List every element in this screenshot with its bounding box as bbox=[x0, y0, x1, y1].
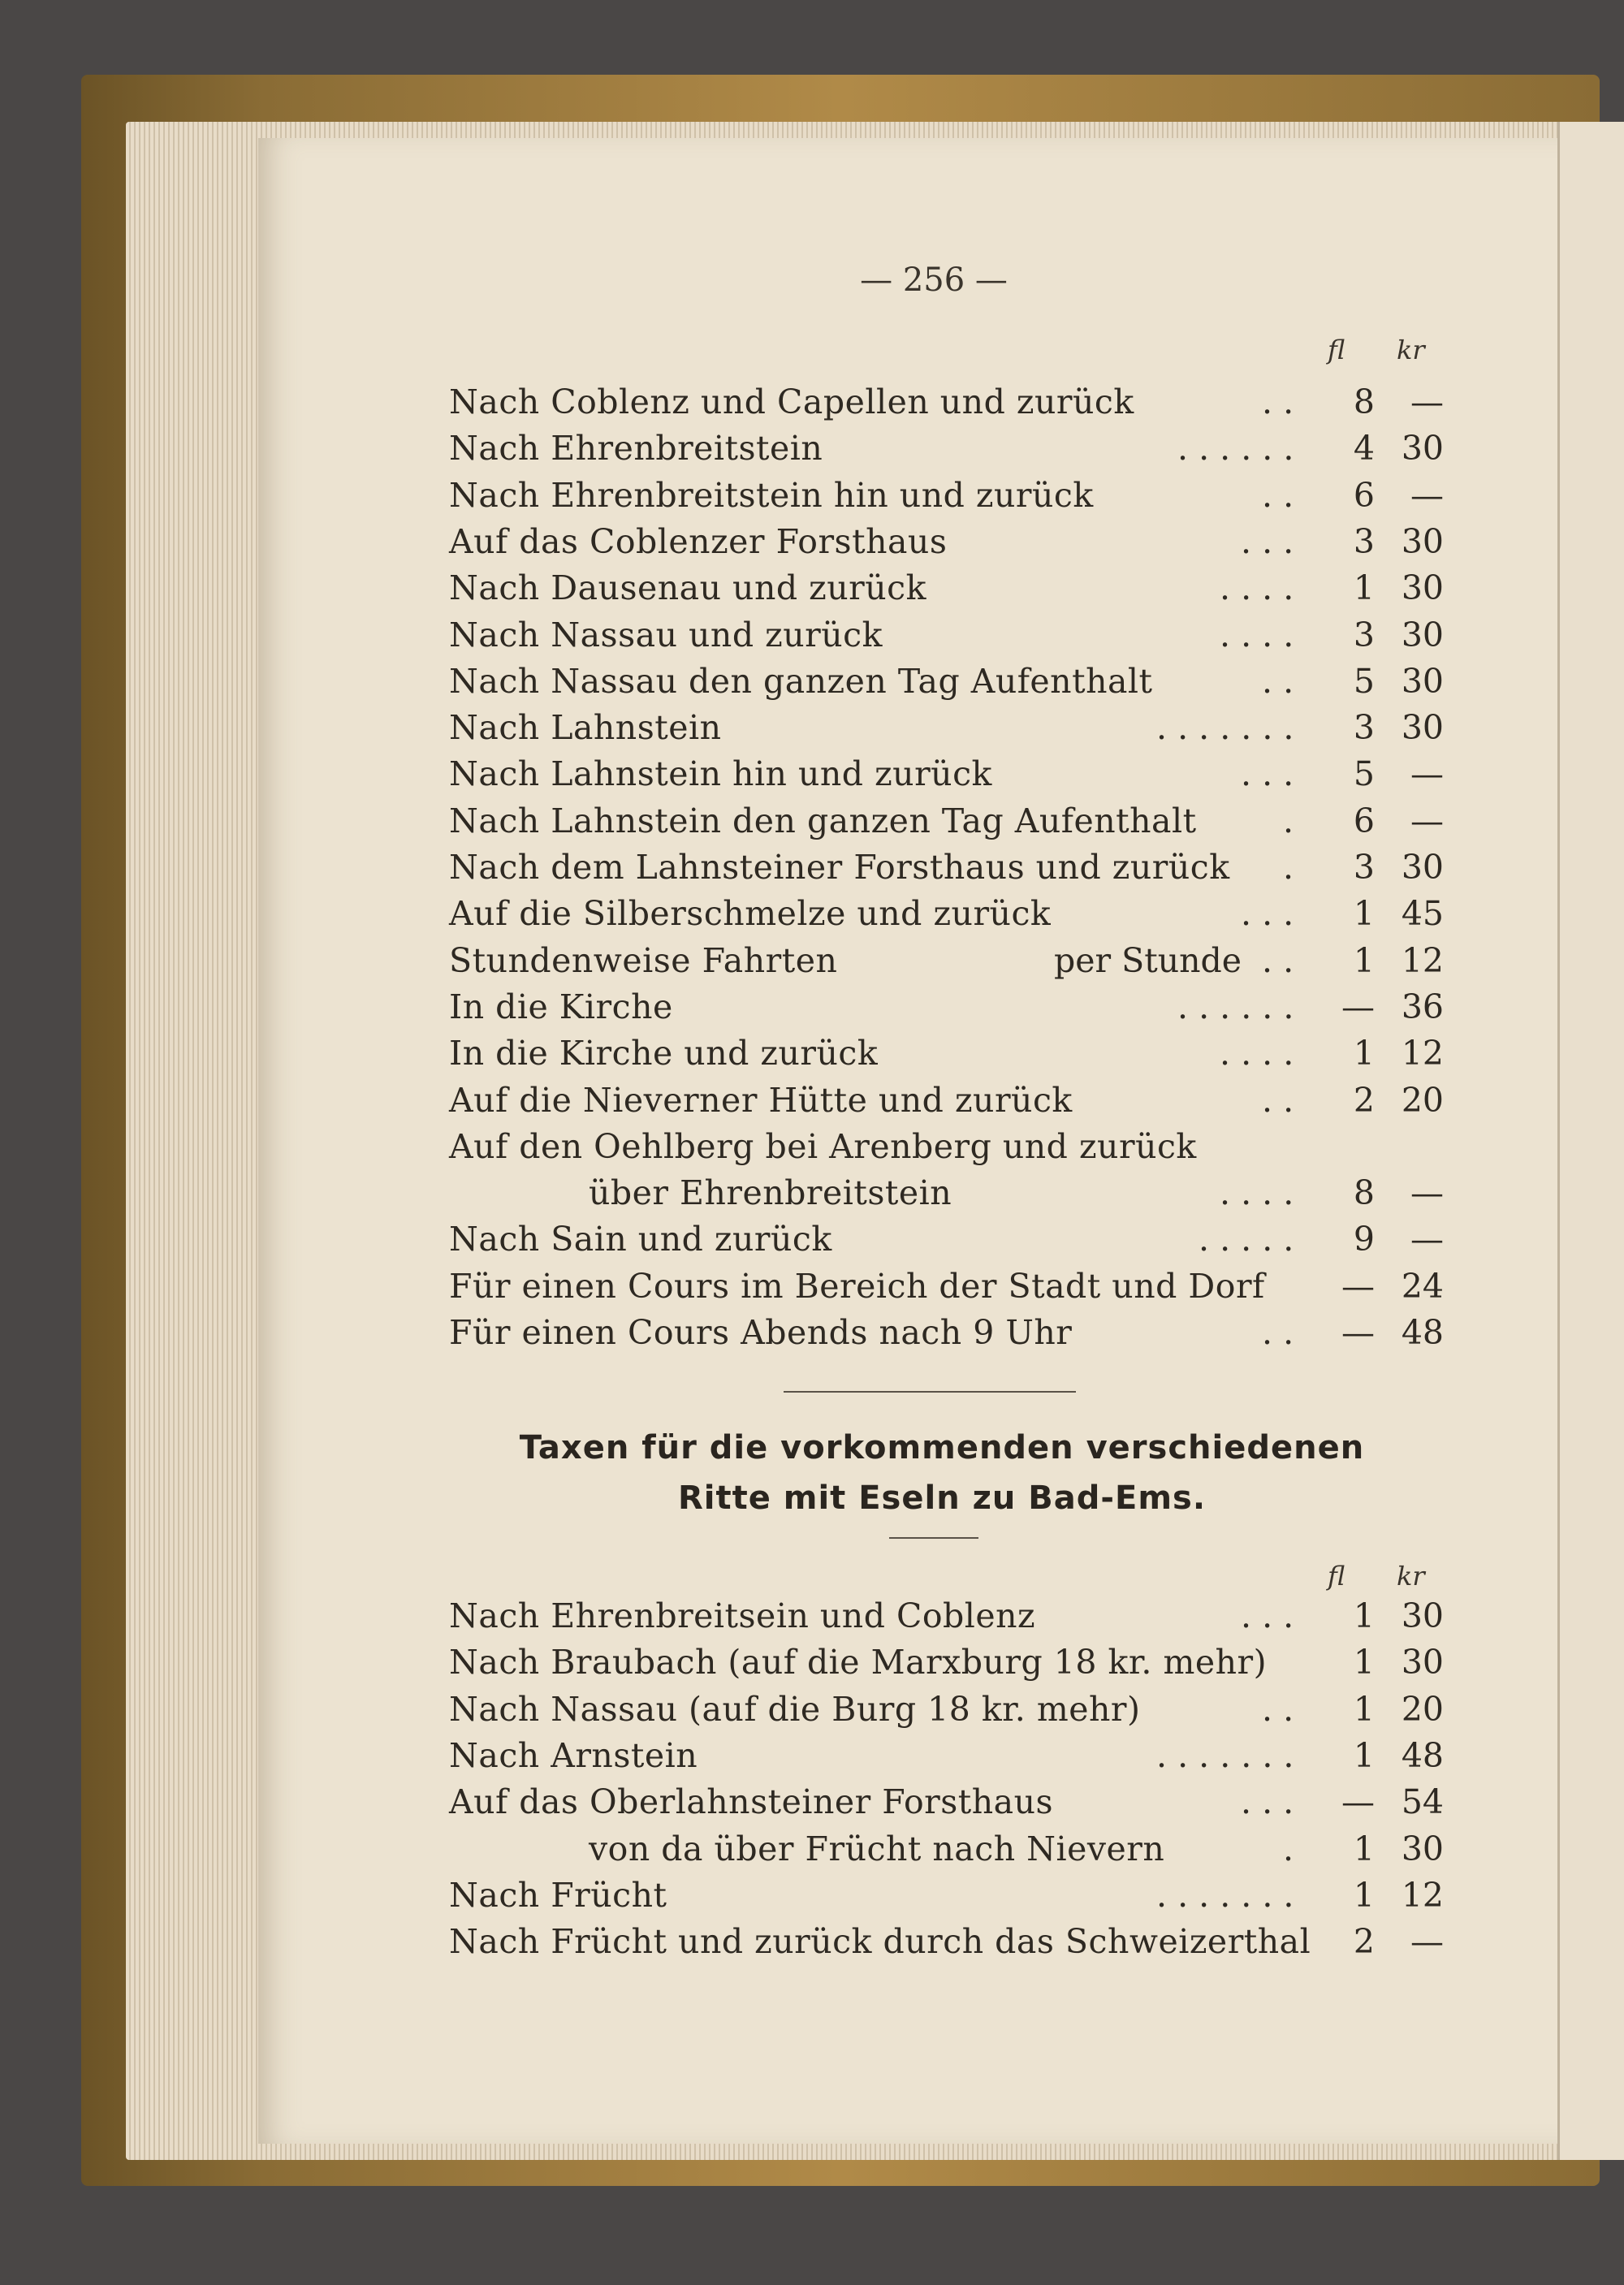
kreuzer-value: 48 bbox=[1401, 1313, 1444, 1352]
destination-label: Nach dem Lahnsteiner Forsthaus und zurück bbox=[449, 848, 1230, 887]
table-row bbox=[449, 1687, 1444, 1732]
destination-label: In die Kirche und zurück bbox=[449, 1034, 879, 1073]
kreuzer-value: 30 bbox=[1401, 661, 1444, 701]
leader-dots: . . . bbox=[1241, 1782, 1294, 1822]
kreuzer-value: — bbox=[1410, 382, 1444, 421]
table-row bbox=[449, 891, 1444, 936]
destination-label: Nach Coblenz und Capellen und zurück bbox=[449, 382, 1134, 421]
leader-dots: . . . . bbox=[1220, 1173, 1294, 1213]
destination-label: Auf die Silberschmelze und zurück bbox=[449, 894, 1052, 934]
table-row bbox=[449, 1779, 1444, 1825]
kreuzer-value: 24 bbox=[1401, 1266, 1444, 1306]
table-row bbox=[449, 1310, 1444, 1355]
florin-value: 3 bbox=[1353, 848, 1375, 887]
florin-value: 1 bbox=[1353, 1643, 1375, 1682]
kreuzer-value: 30 bbox=[1401, 708, 1444, 748]
leader-dots: . . bbox=[1262, 1080, 1294, 1120]
kreuzer-value: 30 bbox=[1401, 1643, 1444, 1682]
florin-value: 2 bbox=[1353, 1080, 1375, 1120]
destination-label: Für einen Cours Abends nach 9 Uhr bbox=[449, 1313, 1073, 1352]
florin-value: 3 bbox=[1353, 615, 1375, 654]
florin-value: 1 bbox=[1353, 894, 1375, 934]
table-row bbox=[449, 1872, 1444, 1918]
leader-dots: . bbox=[1283, 848, 1294, 887]
leader-dots: . . . . . bbox=[1199, 1220, 1294, 1259]
table-row bbox=[449, 425, 1444, 471]
destination-label: Nach Lahnstein den ganzen Tag Aufenthalt bbox=[449, 801, 1197, 840]
destination-label: Auf die Nieverner Hütte und zurück bbox=[449, 1080, 1073, 1120]
destination-label: Nach Sain und zurück bbox=[449, 1220, 832, 1259]
florin-value: 4 bbox=[1353, 429, 1375, 469]
leader-dots: . . . . . . . bbox=[1156, 1875, 1294, 1915]
table-row bbox=[449, 1593, 1444, 1639]
leader-dots: . . . . bbox=[1220, 615, 1294, 654]
destination-label: Auf das Oberlahnsteiner Forsthaus bbox=[449, 1782, 1054, 1822]
florin-value: 1 bbox=[1353, 1034, 1375, 1073]
table-row bbox=[449, 844, 1444, 890]
florin-value: 2 bbox=[1353, 1922, 1375, 1962]
destination-label: Nach Frücht und zurück durch das Schweizerthal bbox=[449, 1922, 1311, 1962]
section-title-line2: Ritte mit Eseln zu Bad-Ems. bbox=[677, 1479, 1207, 1517]
leader-dots: . . . . . . . bbox=[1156, 708, 1294, 748]
leader-dots: . . bbox=[1262, 475, 1294, 515]
kreuzer-value: 30 bbox=[1401, 1596, 1444, 1635]
destination-label: Auf das Coblenzer Forsthaus bbox=[449, 521, 948, 561]
table-row bbox=[449, 1078, 1444, 1123]
leader-dots: . . . . . . . bbox=[1156, 1735, 1294, 1775]
kreuzer-value: 20 bbox=[1401, 1080, 1444, 1120]
destination-label: Nach Ehrenbreitsein und Coblenz bbox=[449, 1596, 1036, 1635]
table-row bbox=[449, 1030, 1444, 1076]
leader-dots: . bbox=[1283, 801, 1294, 840]
destination-label: Auf den Oehlberg bei Arenberg und zurück bbox=[449, 1126, 1197, 1166]
table-row bbox=[449, 751, 1444, 797]
florin-value: 5 bbox=[1353, 661, 1375, 701]
destination-label: über Ehrenbreitstein bbox=[589, 1173, 952, 1213]
kreuzer-value: — bbox=[1410, 1173, 1444, 1213]
kreuzer-value: 30 bbox=[1401, 1829, 1444, 1868]
florin-value: 8 bbox=[1353, 382, 1375, 421]
leader-dots: . . . bbox=[1241, 754, 1294, 794]
section-divider bbox=[784, 1391, 1076, 1393]
florin-value: 1 bbox=[1353, 1596, 1375, 1635]
leader-dots: . . . bbox=[1241, 521, 1294, 561]
kreuzer-column-header: kr bbox=[1397, 335, 1425, 365]
leader-dots: . . . bbox=[1241, 1596, 1294, 1635]
table-row bbox=[449, 1919, 1444, 1964]
florin-value: 8 bbox=[1353, 1173, 1375, 1213]
leader-dots: . . bbox=[1262, 1689, 1294, 1729]
leader-dots: . . . bbox=[1241, 894, 1294, 934]
table-row bbox=[449, 379, 1444, 425]
leader-dots: . . . . bbox=[1220, 568, 1294, 608]
florin-value: — bbox=[1341, 1782, 1375, 1822]
destination-label: Nach Braubach (auf die Marxburg 18 kr. mehr) bbox=[449, 1643, 1268, 1682]
kreuzer-value: 12 bbox=[1401, 1875, 1444, 1915]
page-number: — 256 — bbox=[860, 261, 1008, 299]
rate-note: per Stunde bbox=[1054, 940, 1242, 980]
kreuzer-value: 20 bbox=[1401, 1689, 1444, 1729]
florin-value: 3 bbox=[1353, 708, 1375, 748]
kreuzer-value: — bbox=[1410, 1220, 1444, 1259]
destination-label: Nach Ehrenbreitstein bbox=[449, 429, 823, 469]
kreuzer-value: — bbox=[1410, 801, 1444, 840]
table-row bbox=[449, 1263, 1444, 1309]
title-underline bbox=[889, 1537, 978, 1539]
destination-label: Nach Dausenau und zurück bbox=[449, 568, 926, 608]
table-row bbox=[449, 938, 1444, 983]
table-row bbox=[449, 612, 1444, 658]
table-row bbox=[449, 1826, 1444, 1872]
destination-label: Nach Frücht bbox=[449, 1875, 667, 1915]
kreuzer-value: 30 bbox=[1401, 615, 1444, 654]
kreuzer-value: — bbox=[1410, 754, 1444, 794]
destination-label: Stundenweise Fahrten bbox=[449, 940, 838, 980]
florin-value: 1 bbox=[1353, 1875, 1375, 1915]
leader-dots: . . . . . . bbox=[1177, 987, 1294, 1026]
leader-dots: . . bbox=[1262, 940, 1294, 980]
table-row bbox=[449, 473, 1444, 518]
facing-page-edge bbox=[1557, 122, 1624, 2160]
kreuzer-column-header-2: kr bbox=[1397, 1561, 1425, 1592]
florin-value: — bbox=[1341, 1266, 1375, 1306]
table-row bbox=[449, 519, 1444, 564]
florin-value: 1 bbox=[1353, 1735, 1375, 1775]
kreuzer-value: 30 bbox=[1401, 429, 1444, 469]
kreuzer-value: 30 bbox=[1401, 568, 1444, 608]
table-row bbox=[449, 798, 1444, 844]
table-row bbox=[449, 1170, 1444, 1216]
leader-dots: . . bbox=[1262, 1313, 1294, 1352]
kreuzer-value: 12 bbox=[1401, 940, 1444, 980]
destination-label: Nach Ehrenbreitstein hin und zurück bbox=[449, 475, 1094, 515]
florin-value: 1 bbox=[1353, 568, 1375, 608]
leader-dots: . bbox=[1283, 1829, 1294, 1868]
florin-value: 6 bbox=[1353, 801, 1375, 840]
leader-dots: . . . . bbox=[1220, 1034, 1294, 1073]
destination-label: Nach Nassau den ganzen Tag Aufenthalt bbox=[449, 661, 1153, 701]
destination-label: von da über Frücht nach Nievern bbox=[589, 1829, 1165, 1868]
kreuzer-value: 54 bbox=[1401, 1782, 1444, 1822]
kreuzer-value: 36 bbox=[1401, 987, 1444, 1026]
destination-label: Nach Lahnstein bbox=[449, 708, 722, 748]
destination-label: Nach Lahnstein hin und zurück bbox=[449, 754, 992, 794]
florin-value: 1 bbox=[1353, 940, 1375, 980]
leader-dots: . . bbox=[1262, 661, 1294, 701]
kreuzer-value: 30 bbox=[1401, 521, 1444, 561]
table-row bbox=[449, 705, 1444, 750]
destination-label: Für einen Cours im Bereich der Stadt und Dorf bbox=[449, 1266, 1265, 1306]
florin-value: 3 bbox=[1353, 521, 1375, 561]
table-row bbox=[449, 1216, 1444, 1262]
kreuzer-value: — bbox=[1410, 475, 1444, 515]
section-title-line1: Taxen für die vorkommenden verschiedenen bbox=[519, 1429, 1365, 1466]
florin-column-header: fl bbox=[1328, 335, 1345, 365]
table-row bbox=[449, 1639, 1444, 1685]
florin-value: 6 bbox=[1353, 475, 1375, 515]
kreuzer-value: 30 bbox=[1401, 848, 1444, 887]
florin-value: — bbox=[1341, 987, 1375, 1026]
table-row bbox=[449, 1124, 1440, 1169]
florin-value: 1 bbox=[1353, 1689, 1375, 1729]
destination-label: Nach Nassau (auf die Burg 18 kr. mehr) bbox=[449, 1689, 1141, 1729]
destination-label: Nach Arnstein bbox=[449, 1735, 698, 1775]
kreuzer-value: 48 bbox=[1401, 1735, 1444, 1775]
florin-column-header-2: fl bbox=[1328, 1561, 1345, 1592]
kreuzer-value: 12 bbox=[1401, 1034, 1444, 1073]
leader-dots: . . . . . . bbox=[1177, 429, 1294, 469]
kreuzer-value: — bbox=[1410, 1922, 1444, 1962]
table-row bbox=[449, 1733, 1444, 1778]
kreuzer-value: 45 bbox=[1401, 894, 1444, 934]
florin-value: — bbox=[1341, 1313, 1375, 1352]
table-row bbox=[449, 984, 1444, 1030]
florin-value: 1 bbox=[1353, 1829, 1375, 1868]
destination-label: In die Kirche bbox=[449, 987, 673, 1026]
florin-value: 5 bbox=[1353, 754, 1375, 794]
florin-value: 9 bbox=[1353, 1220, 1375, 1259]
table-row bbox=[449, 565, 1444, 611]
leader-dots: . . bbox=[1262, 382, 1294, 421]
destination-label: Nach Nassau und zurück bbox=[449, 615, 883, 654]
table-row bbox=[449, 659, 1444, 704]
